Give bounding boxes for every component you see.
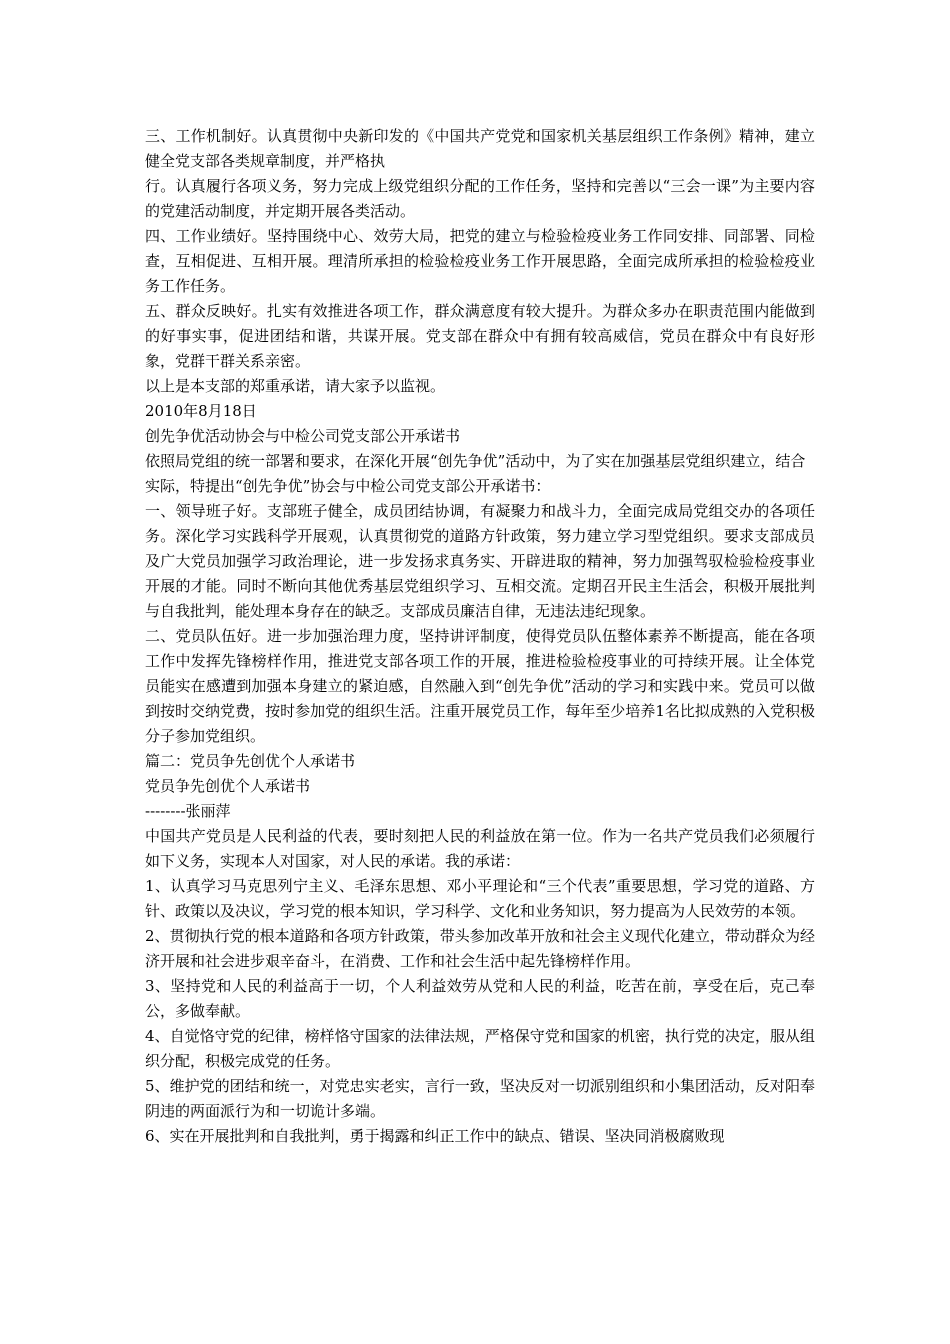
paragraph-21: 6、实在开展批判和自我批判，勇于揭露和纠正工作中的缺点、错误、坚决同消极腐败现 xyxy=(145,1127,725,1145)
paragraph-9: 实际，特提出“创先争优”协会与中检公司党支部公开承诺书： xyxy=(145,477,551,495)
paragraph-18: 3、坚持党和人民的利益高于一切，个人利益效劳从党和人民的利益，吃苦在前，享受在后，克己奉公，多做奉献。 xyxy=(145,977,815,1020)
paragraph-15: 中国共产党员是人民利益的代表，要时刻把人民的利益放在第一位。作为一名共产党员我们必须履行如下义务，实现本人对国家，对人民的承诺。我的承诺： xyxy=(145,827,815,870)
paragraph-10: 一、领导班子好。支部班子健全，成员团结协调，有凝聚力和战斗力，全面完成局党组交办的各项任务。深化学习实践科学开展观，认真贯彻党的道路方针政策，努力建立学习型党组织。要求支部成员及广大党员加强学习政治理论，进一步发扬求真务实、开辟进取的精神，努力加强驾驭检验检疫事业开展的才能。同时不断向其他优秀基层党组织学习、互相交流。定期召开民主生活会，积极开展批判与自我批判，能处理本身存在的缺乏。支部成员廉洁自律，无违法违纪现象。 xyxy=(145,502,815,620)
section-heading: 篇二：党员争先创优个人承诺书 xyxy=(145,752,356,770)
paragraph-8: 依照局党组的统一部署和要求，在深化开展“创先争优”活动中，为了实在加强基层党组织建立，结合 xyxy=(145,452,806,470)
paragraph-20: 5、维护党的团结和统一，对党忠实老实，言行一致，坚决反对一切派别组织和小集团活动，反对阳奉阴违的两面派行为和一切诡计多端。 xyxy=(145,1077,815,1120)
date-line: 2010年8月18日 xyxy=(145,402,257,420)
paragraph-11: 二、党员队伍好。进一步加强治理力度，坚持讲评制度，使得党员队伍整体素养不断提高，能在各项工作中发挥先锋榜样作用，推进党支部各项工作的开展，推进检验检疫事业的可持续开展。让全体党员能实在感遭到加强本身建立的紧迫感，自然融入到“创先争优”活动的学习和实践中来。党员可以做到按时交纳党费，按时参加党的组织生活。注重开展党员工作，每年至少培养1名比拟成熟的入党积极分子参加党组织。 xyxy=(145,627,815,745)
heading-pledge-title: 创先争优活动协会与中检公司党支部公开承诺书 xyxy=(145,427,461,445)
paragraph-17: 2、贯彻执行党的根本道路和各项方针政策，带头参加改革开放和社会主义现代化建立，带动群众为经济开展和社会进步艰辛奋斗，在消费、工作和社会生活中起先锋榜样作用。 xyxy=(145,927,815,970)
sub-title: 党员争先创优个人承诺书 xyxy=(145,777,311,795)
paragraph-16: 1、认真学习马克思列宁主义、毛泽东思想、邓小平理论和“三个代表”重要思想，学习党的道路、方针、政策以及决议，学习党的根本知识，学习科学、文化和业务知识，努力提高为人民效劳的本领。 xyxy=(145,877,815,920)
paragraph-1: 三、工作机制好。认真贯彻中央新印发的《中国共产党党和国家机关基层组织工作条例》精神，建立健全党支部各类规章制度，并严格执 xyxy=(145,127,815,170)
paragraph-19: 4、自觉恪守党的纪律，榜样恪守国家的法律法规，严格保守党和国家的机密，执行党的决定，服从组织分配，积极完成党的任务。 xyxy=(145,1027,815,1070)
document-page xyxy=(145,124,815,1149)
author-line: --------张丽萍 xyxy=(145,802,231,820)
paragraph-3: 四、工作业绩好。坚持围绕中心、效劳大局，把党的建立与检验检疫业务工作同安排、同部署、同检查，互相促进、互相开展。理清所承担的检验检疫业务工作开展思路，全面完成所承担的检验检疫业务工作任务。 xyxy=(145,227,815,295)
paragraph-4: 五、群众反映好。扎实有效推进各项工作，群众满意度有较大提升。为群众多办在职责范围内能做到的好事实事，促进团结和谐，共谋开展。党支部在群众中有拥有较高威信，党员在群众中有良好形象，党群干群关系亲密。 xyxy=(145,302,815,370)
paragraph-5: 以上是本支部的郑重承诺，请大家予以监视。 xyxy=(145,377,446,395)
paragraph-2: 行。认真履行各项义务，努力完成上级党组织分配的工作任务，坚持和完善以“三会一课”为主要内容的党建活动制度，并定期开展各类活动。 xyxy=(145,177,815,220)
